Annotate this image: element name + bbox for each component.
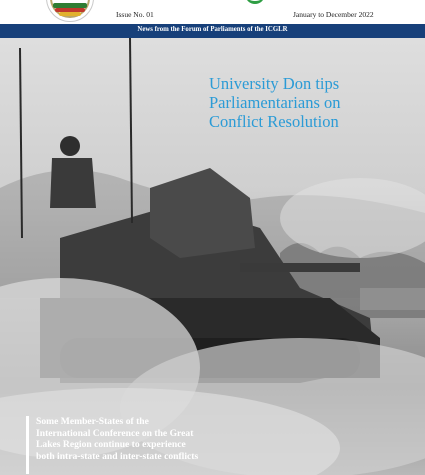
cover-headline[interactable] (209, 74, 414, 131)
caption-line: International Conference on the Great (36, 427, 194, 439)
caption-line: Some Member-States of the (36, 416, 149, 427)
issue-number: Issue No. 01 (116, 10, 154, 19)
masthead (0, 0, 425, 24)
caption-line: Lakes Region continue to experience (36, 439, 186, 450)
logo-yellow-band (59, 12, 81, 16)
headline-line: University Don tips (209, 74, 340, 93)
issue-date-range: January to December 2022 (293, 10, 374, 19)
cover-caption (36, 416, 256, 462)
forum-logo (46, 0, 94, 22)
cover-photo (0, 38, 425, 475)
caption-line: both intra-state and inter-state conflicts (36, 450, 199, 462)
subtitle-band (0, 24, 425, 38)
headline-line: Parliamentarians on (209, 93, 341, 112)
subtitle-band-text: News from the Forum of Parliaments of the ICGLR (137, 26, 288, 33)
masthead-accent-mark (245, 0, 265, 4)
caption-accent-bar (26, 416, 29, 474)
headline-line: Conflict Resolution (209, 112, 339, 131)
